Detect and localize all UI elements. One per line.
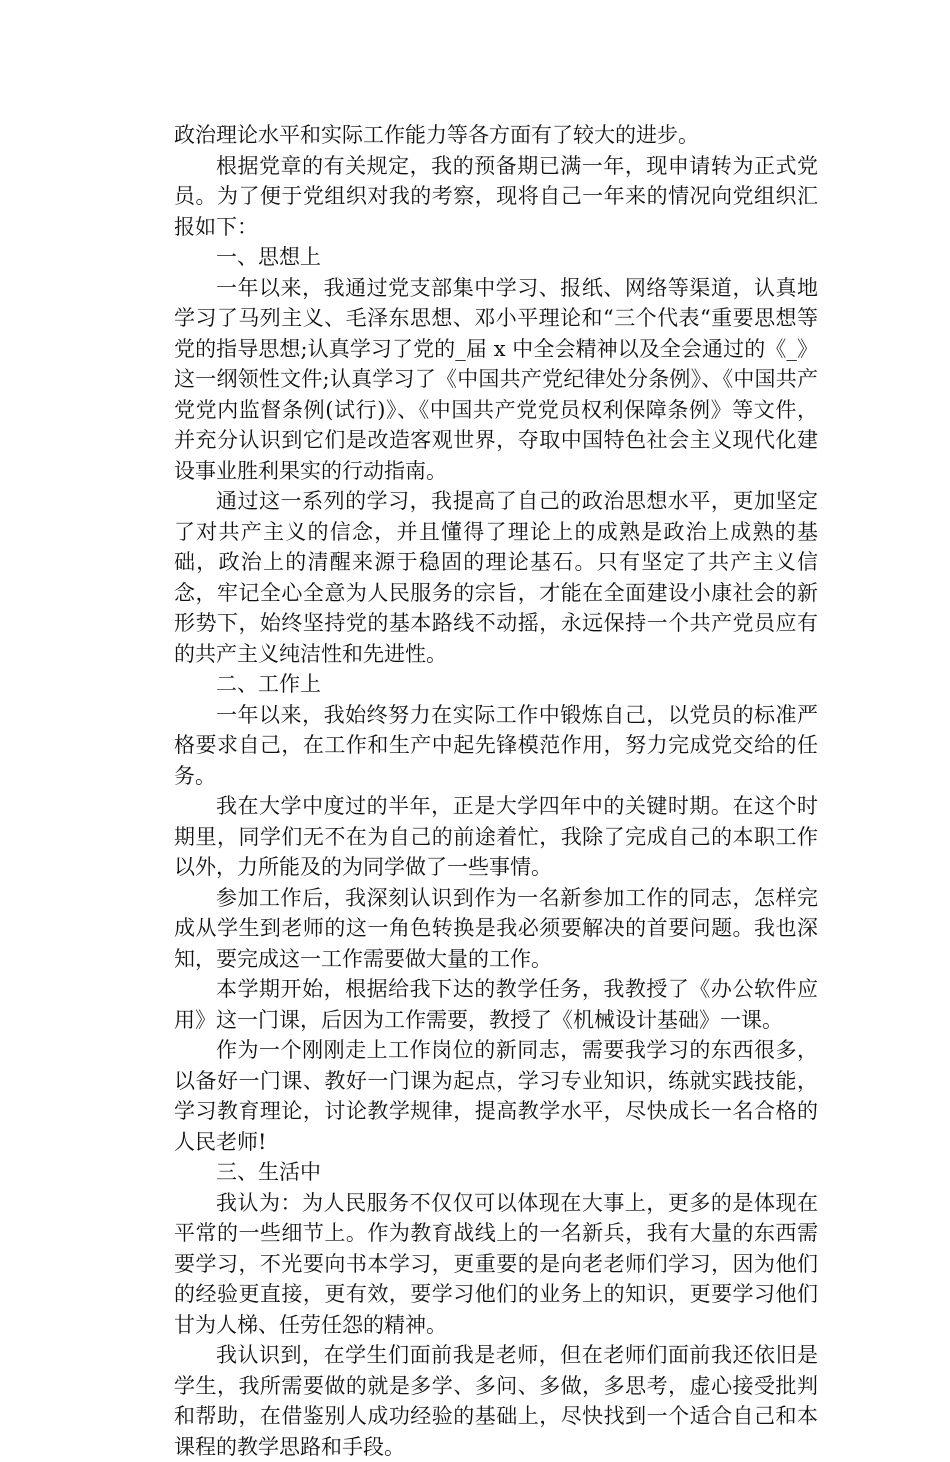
paragraph-work-growth: 作为一个刚刚走上工作岗位的新同志，需要我学习的东西很多，以备好一门课、教好一门课为起点，学习专业知识，练就实践技能，学习教育理论，讨论教学规律，提高教学水平，尽快成长一名合格的人民老师!: [174, 1038, 818, 1154]
paragraph-life-service: 我认为：为人民服务不仅仅可以体现在大事上，更多的是体现在平常的一些细节上。作为教育战线上的一名新兵，我有大量的东西需要学习，不光要向书本学习，更重要的是向老老师们学习，因为他们的经验更直接，更有效，要学习他们的业务上的知识，更要学习他们甘为人梯、任劳任怨的精神。: [174, 1190, 818, 1337]
section-heading-thought: 一、思想上: [216, 245, 321, 269]
document-page: [174, 120, 818, 1462]
paragraph-intro-continuation: 政治理论水平和实际工作能力等各方面有了较大的进步。: [174, 123, 699, 147]
section-heading-work: 二、工作上: [216, 672, 321, 696]
paragraph-life-learning: 我认识到，在学生们面前我是老师，但在老师们面前我还依旧是学生，我所需要做的就是多学、多问、多做，多思考，虚心接受批判和帮助，在借鉴别人成功经验的基础上，尽快找到一个适合自己和本课程的教学思路和手段。: [174, 1343, 818, 1459]
paragraph-work-effort: 一年以来，我始终努力在实际工作中锻炼自己，以党员的标准严格要求自己，在工作和生产中起先锋模范作用，努力完成党交给的任务。: [174, 702, 818, 788]
paragraph-work-role-change: 参加工作后，我深刻认识到作为一名新参加工作的同志，怎样完成从学生到老师的这一角色转换是我必须要解决的首要问题。我也深知，要完成这一工作需要做大量的工作。: [174, 885, 818, 971]
paragraph-thought-belief: 通过这一系列的学习，我提高了自己的政治思想水平，更加坚定了对共产主义的信念，并且懂得了理论上的成熟是政治上成熟的基础，政治上的清醒来源于稳固的理论基石。只有坚定了共产主义信念，牢记全心全意为人民服务的宗旨，才能在全面建设小康社会的新形势下，始终坚持党的基本路线不动摇，永远保持一个共产党员应有的共产主义纯洁性和先进性。: [174, 489, 818, 666]
paragraph-work-university: 我在大学中度过的半年，正是大学四年中的关键时期。在这个时期里，同学们无不在为自己的前途着忙，我除了完成自己的本职工作以外，力所能及的为同学做了一些事情。: [174, 794, 818, 879]
section-heading-life: 三、生活中: [216, 1160, 321, 1184]
paragraph-thought-study: 一年以来，我通过党支部集中学习、报纸、网络等渠道，认真地学习了马列主义、毛泽东思想、邓小平理论和“三个代表“重要思想等党的指导思想;认真学习了党的_届 x 中全会精神以及全会通过的《_》这一纲领性文件;认真学习了《中国共产党纪律处分条例》、《中国共产党党内监督条例(试行)》、《中国共产党党员权利保障条例》等文件，并充分认识到它们是改造客观世界，夺取中国特色社会主义现代化建设事业胜利果实的行动指南。: [174, 275, 818, 483]
paragraph-work-teaching: 本学期开始，根据给我下达的教学任务，我教授了《办公软件应用》这一门课，后因为工作需要，教授了《机械设计基础》一课。: [174, 977, 818, 1032]
paragraph-application: 根据党章的有关规定，我的预备期已满一年，现申请转为正式党员。为了便于党组织对我的考察，现将自己一年来的情况向党组织汇报如下：: [174, 153, 818, 239]
